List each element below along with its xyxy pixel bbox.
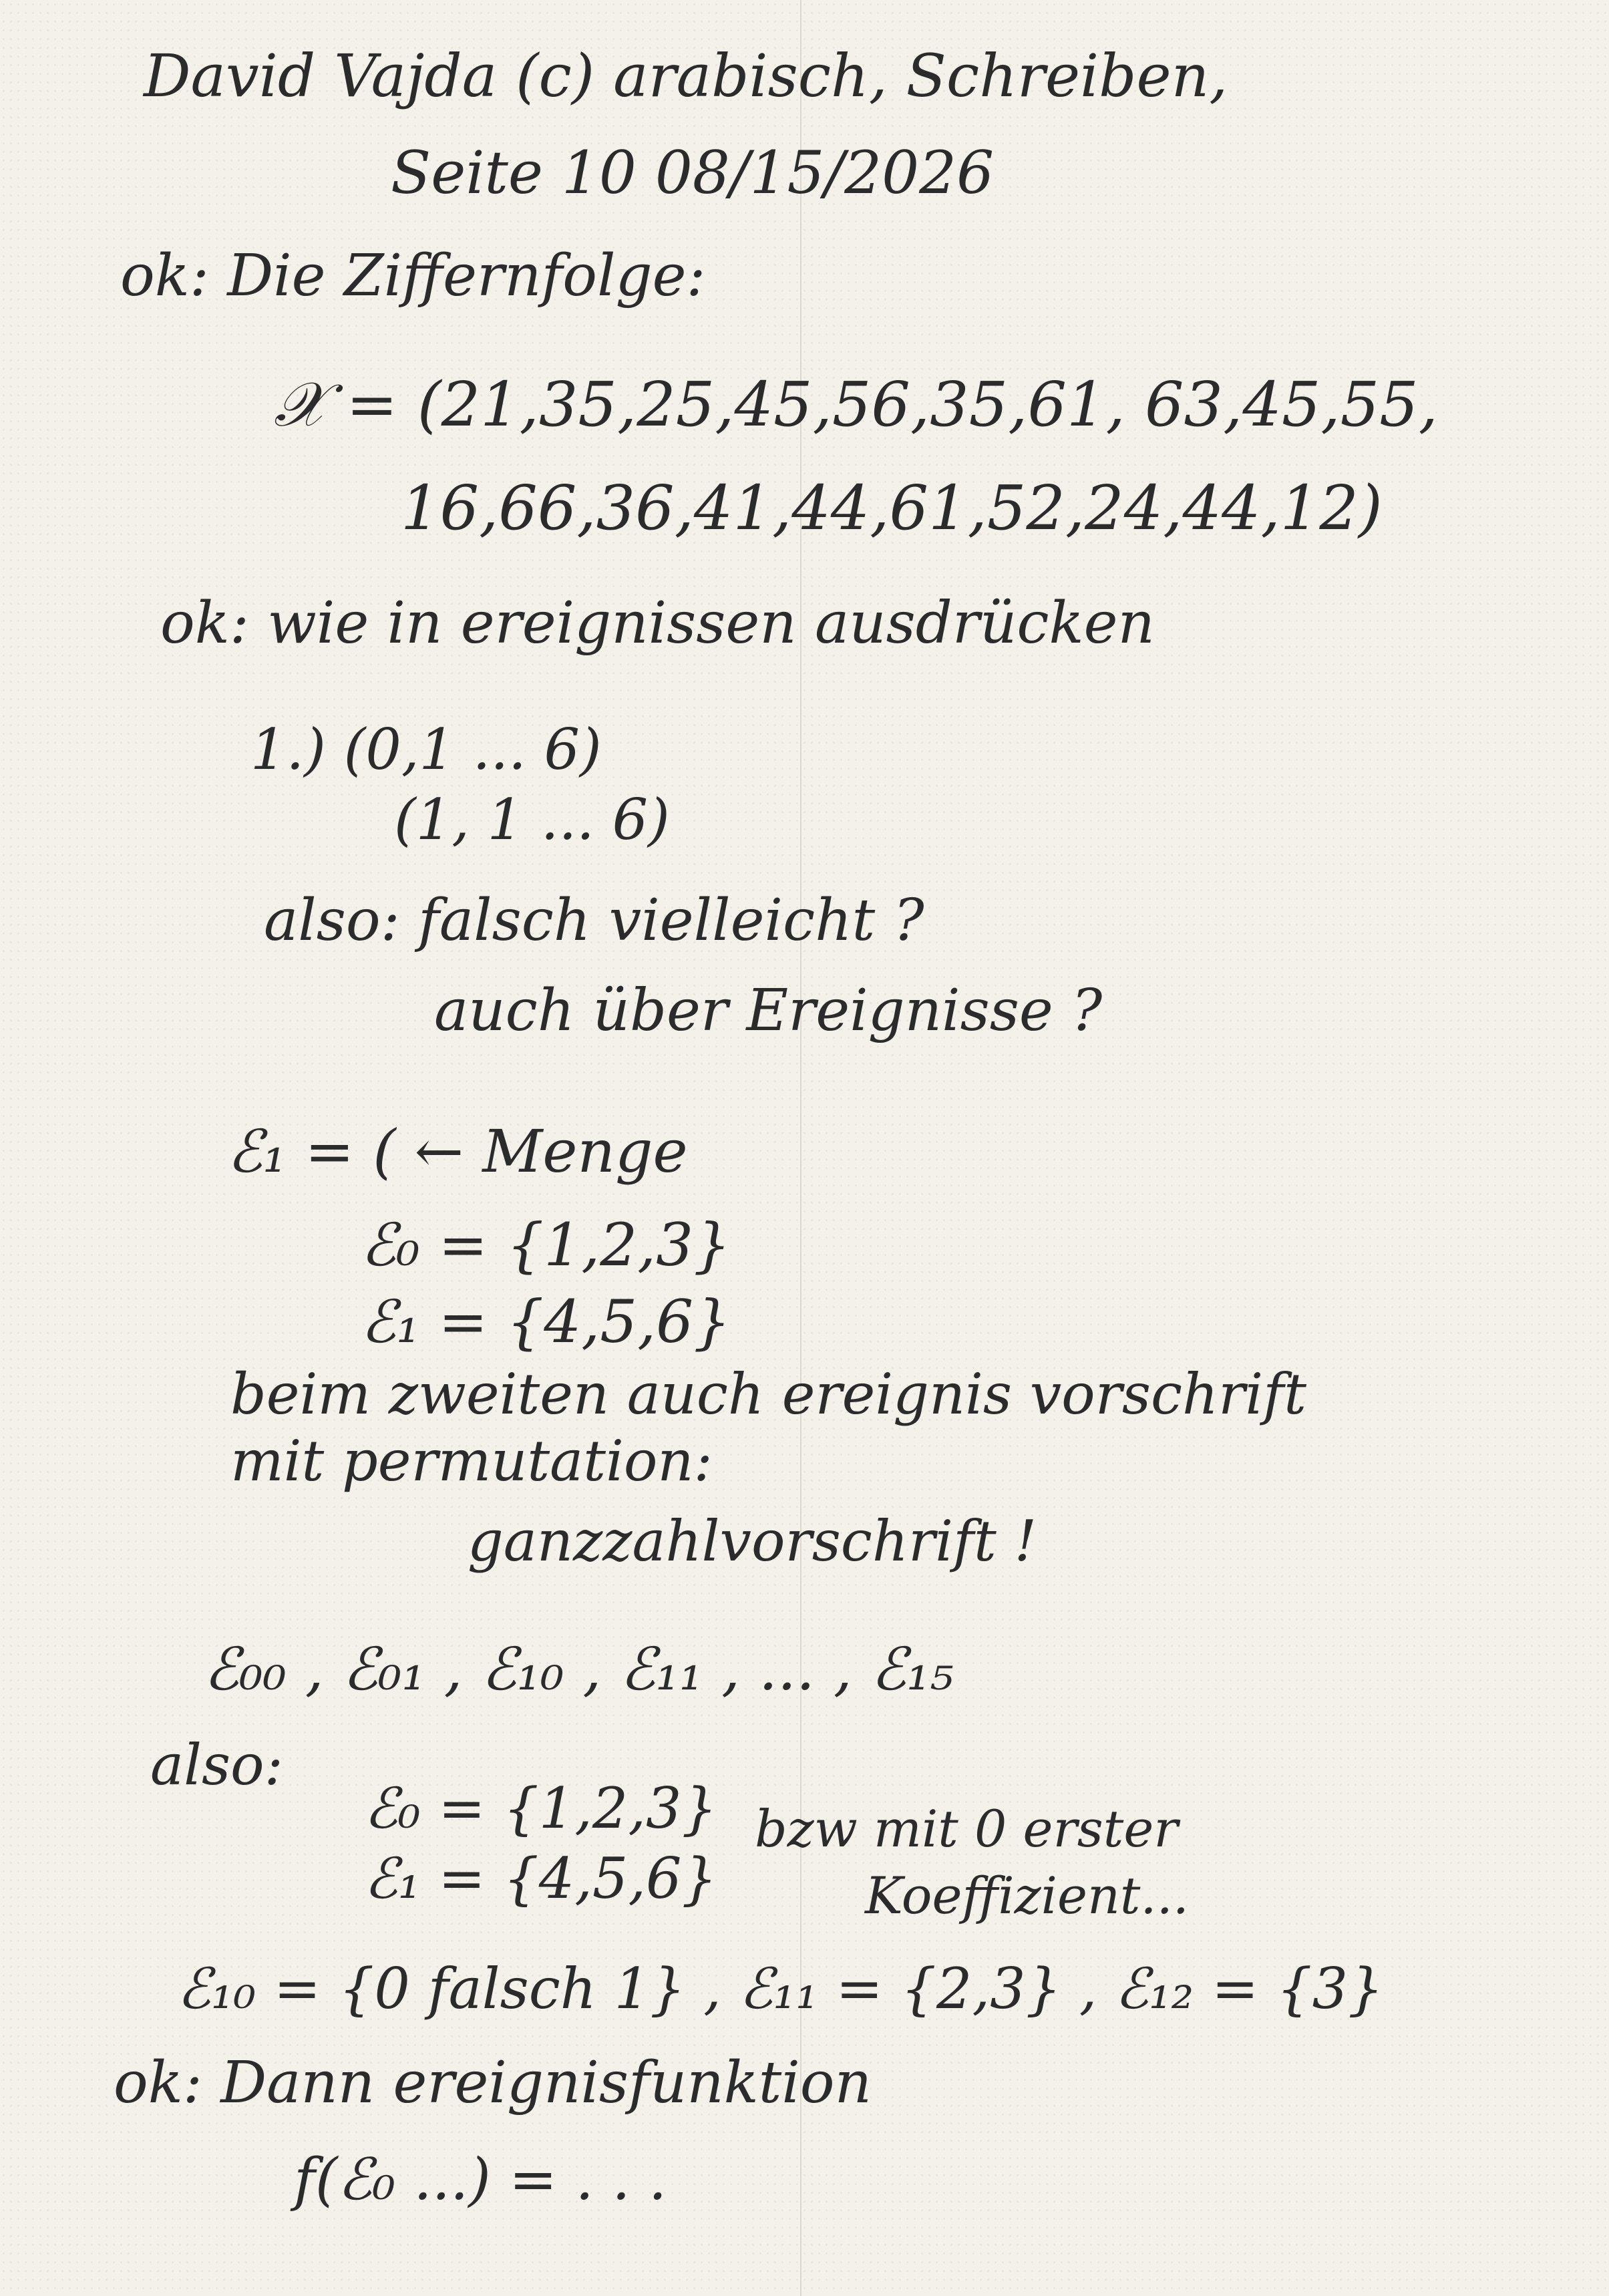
note-line-falsch: also: falsch vielleicht ? (264, 887, 924, 954)
event-e0-set-2: ℰ₀ = {1,2,3} (364, 1776, 717, 1841)
event-e10-e11-e12: ℰ₁₀ = {0 falsch 1} , ℰ₁₁ = {2,3} , ℰ₁₂ = {3} (177, 1956, 1384, 2021)
event-e0-set: ℰ₀ = {1,2,3} (361, 1210, 731, 1279)
note-line-ereignisse: auch über Ereignisse ? (434, 977, 1103, 1044)
event-e1-set-2: ℰ₁ = {4,5,6} (364, 1846, 717, 1911)
note-line-vorschrift: beim zweiten auch ereignis vorschrift (230, 1361, 1307, 1427)
sequence-line-1: 𝒳 = (21,35,25,45,56,35,61, 63,45,55, (274, 369, 1438, 440)
event-index-sequence: ℰ₀₀ , ℰ₀₁ , ℰ₁₀ , ℰ₁₁ , ... , ℰ₁₅ (204, 1635, 954, 1703)
header-line-2: Seite 10 08/15/2026 (391, 138, 995, 207)
event-e1-set: ℰ₁ = {4,5,6} (361, 1287, 731, 1356)
list-item-1a: 1.) (0,1 ... 6) (250, 717, 602, 782)
header-line-1: David Vajda (c) arabisch, Schreiben, (144, 41, 1228, 110)
note-line-ereignisfunktion: ok: Dann ereignisfunktion (114, 2049, 872, 2116)
note-line-bzw: bzw mit 0 erster (755, 1799, 1178, 1858)
note-line-koeffizient: Koeffizient... (865, 1866, 1189, 1925)
note-line-ziffernfolge: ok: Die Ziffernfolge: (120, 242, 706, 309)
sequence-line-2: 16,66,36,41,44,61,52,24,44,12) (401, 472, 1383, 544)
function-line: f(ℰ₀ ...) = . . . (294, 2146, 667, 2213)
note-line-permutation: mit permutation: (230, 1428, 713, 1494)
list-item-1b: (1, 1 ... 6) (394, 787, 670, 852)
note-line-ganzzahl: ganzzahlvorschrift ! (468, 1508, 1037, 1574)
event-e1-menge: ℰ₁ = ( ← Menge (227, 1117, 688, 1186)
page-fold-line (800, 0, 801, 2296)
note-line-ereignissen: ok: wie in ereignissen ausdrücken (160, 590, 1155, 657)
note-line-also: also: (150, 1732, 283, 1798)
